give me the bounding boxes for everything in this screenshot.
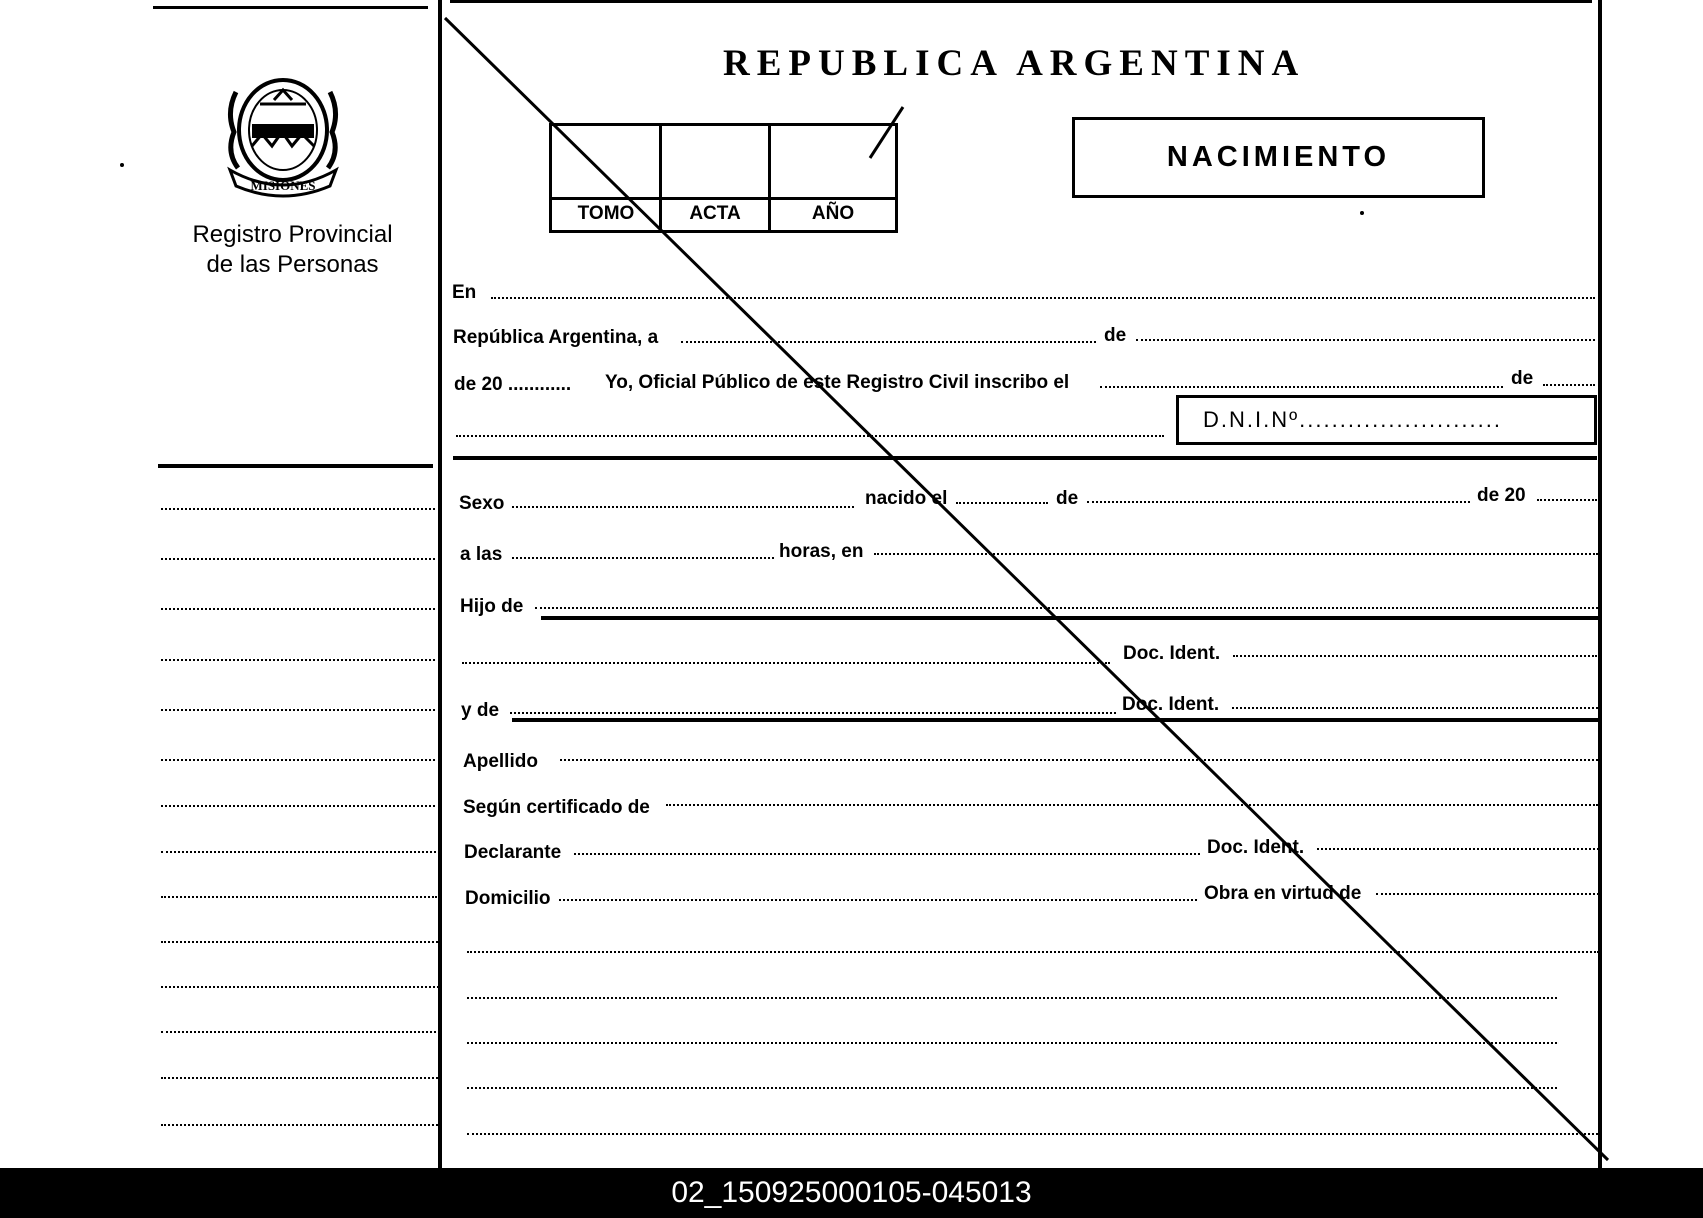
label-de20-a: de 20 ............ <box>454 374 572 395</box>
label-de-3: de <box>1056 488 1079 509</box>
label-segun-certificado: Según certificado de <box>463 797 650 818</box>
label-y-de: y de <box>461 700 500 721</box>
label-doc-ident-3: Doc. Ident. <box>1207 837 1305 858</box>
label-hijo-de: Hijo de <box>460 596 524 617</box>
label-de-2: de <box>1511 368 1534 389</box>
label-doc-ident-1: Doc. Ident. <box>1123 643 1221 664</box>
label-de20-b: de 20 <box>1477 485 1526 506</box>
tomo-label: TOMO <box>577 203 635 224</box>
label-a-las: a las <box>460 544 503 565</box>
seal-text: MISIONES <box>250 178 316 193</box>
scan-id-bar <box>0 1168 1703 1218</box>
registry-line-2: de las Personas <box>206 251 379 278</box>
label-doc-ident-2: Doc. Ident. <box>1122 694 1220 715</box>
label-en: En <box>452 282 477 303</box>
label-nacido-el: nacido el <box>865 488 948 509</box>
scan-id: 02_150925000105-045013 <box>671 1176 1032 1209</box>
acta-label: ACTA <box>689 203 741 224</box>
label-declarante: Declarante <box>464 842 562 863</box>
label-domicilio: Domicilio <box>465 888 551 909</box>
label-apellido: Apellido <box>463 751 538 772</box>
label-yo-oficial: Yo, Oficial Público de este Registro Civil inscribo el <box>605 372 1070 393</box>
label-sexo: Sexo <box>459 493 505 514</box>
label-de-1: de <box>1104 325 1127 346</box>
act-type-label: NACIMIENTO <box>1166 141 1391 173</box>
anio-label: AÑO <box>811 203 855 224</box>
label-horas-en: horas, en <box>779 541 864 562</box>
registry-line-1: Registro Provincial <box>192 221 393 248</box>
label-republica: República Argentina, a <box>453 327 659 348</box>
label-obra-en-virtud: Obra en virtud de <box>1204 883 1362 904</box>
country-title: REPUBLICA ARGENTINA <box>723 43 1306 84</box>
dni-label[interactable]: D.N.I.Nº......................... <box>1203 407 1502 432</box>
